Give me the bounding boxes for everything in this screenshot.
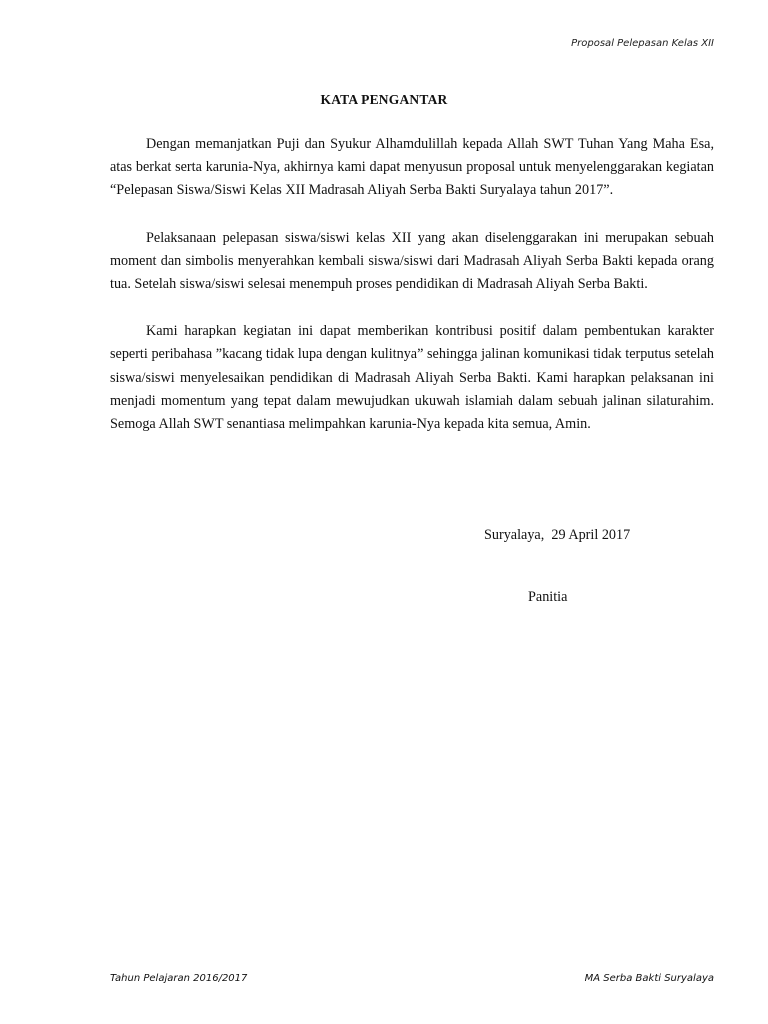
place-date: Suryalaya, 29 April 2017	[484, 527, 631, 543]
page-title: KATA PENGANTAR	[320, 92, 448, 107]
document-body	[110, 133, 714, 436]
signatory: Panitia	[528, 589, 568, 605]
paragraph-3: Kami harapkan kegiatan ini dapat memberikan kontribusi positif dalam pembentukan karakter seperti peribahasa ”kacang tidak lupa dengan kulitnya” sehingga jalinan komunikasi tidak terputus setelah siswa/siswi menyelesaikan pendidikan di Madrasah Aliyah Serba Bakti. Kami harapkan pelaksanan ini menjadi momentum yang tepat dalam mewujudkan ukuwah islamiah dalam sebuah jalinan silaturahim. Semoga Allah SWT senantiasa melimpahkan karunia-Nya kepada kita semua, Amin.	[110, 323, 714, 433]
running-header: Proposal Pelepasan Kelas XII	[571, 38, 714, 49]
paragraph-1: Dengan memanjatkan Puji dan Syukur Alhamdulillah kepada Allah SWT Tuhan Yang Maha Esa, atas berkat serta karunia-Nya, akhirnya kami dapat menyusun proposal untuk menyelenggarakan kegiatan “Pelepasan Siswa/Siswi Kelas XII Madrasah Aliyah Serba Bakti Suryalaya tahun 2017”.	[110, 136, 714, 199]
paragraph-2: Pelaksanaan pelepasan siswa/siswi kelas XII yang akan diselenggarakan ini merupakan sebuah moment dan simbolis menyerahkan kembali siswa/siswi dari Madrasah Aliyah Serba Bakti kepada orang tua. Setelah siswa/siswi selesai menempuh proses pendidikan di Madrasah Aliyah Serba Bakti.	[110, 229, 714, 293]
footer-academic-year: Tahun Pelajaran 2016/2017	[110, 973, 248, 984]
footer-school-name: MA Serba Bakti Suryalaya	[584, 973, 714, 984]
